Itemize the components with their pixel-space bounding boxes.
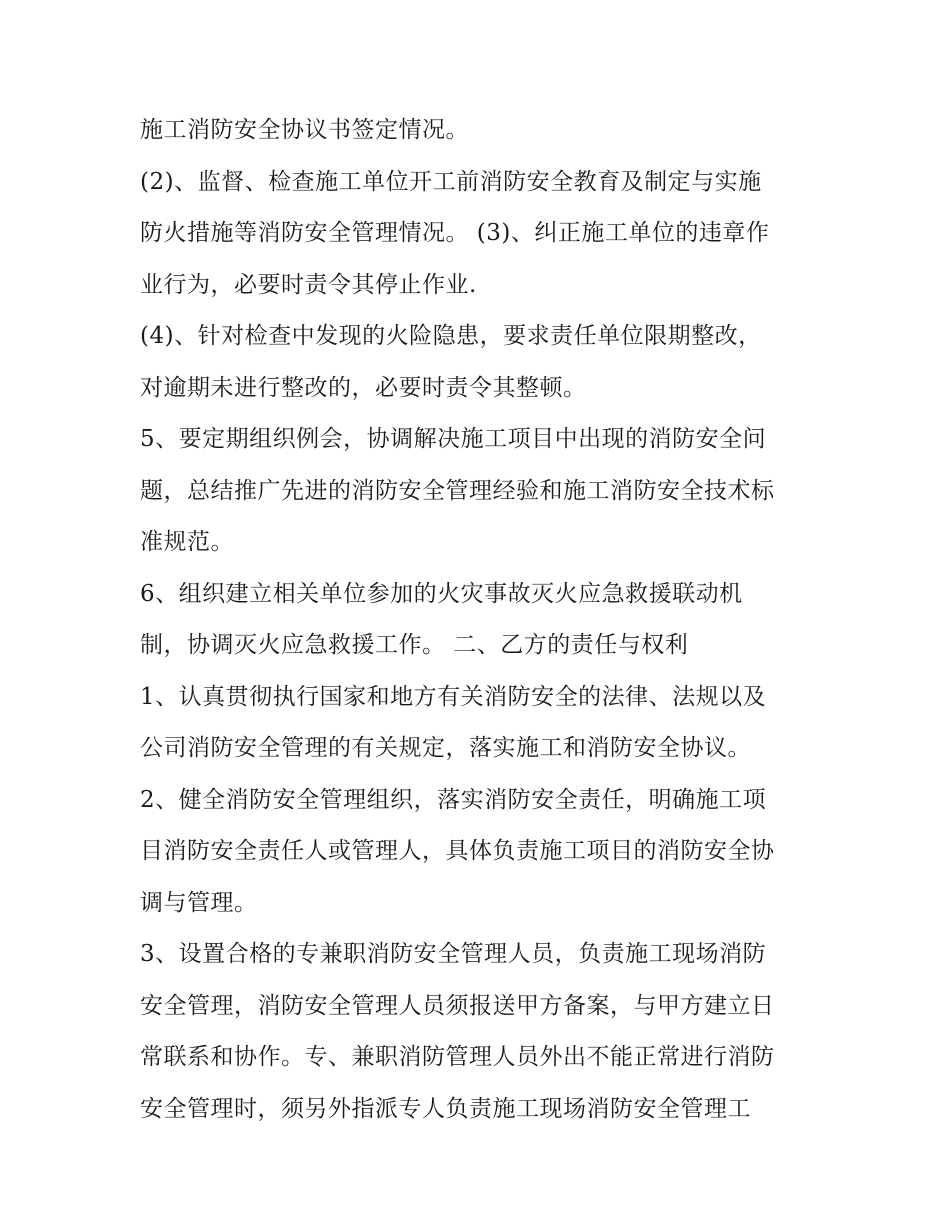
text-line-12: 1、认真贯彻执行国家和地方有关消防安全的法律、法规以及 bbox=[140, 683, 767, 710]
text-line-3: 防火措施等消防安全管理情况。 (3)、纠正施工单位的违章作 bbox=[140, 220, 770, 246]
text-line-6: 对逾期未进行整改的，必要时责令其整顿。 bbox=[140, 374, 587, 401]
text-line-13: 公司消防安全管理的有关规定，落实施工和消防安全协议。 bbox=[140, 735, 751, 761]
document-body bbox=[140, 105, 820, 1135]
text-line-1: 施工消防安全协议书签定情况。 bbox=[140, 117, 469, 143]
text-line-5: (4)、针对检查中发现的火险隐患，要求责任单位限期整改， bbox=[140, 323, 762, 349]
text-line-8: 题，总结推广先进的消防安全管理经验和施工消防安全技术标 bbox=[140, 477, 775, 504]
text-line-18: 安全管理，消防安全管理人员须报送甲方备案，与甲方建立日 bbox=[140, 992, 775, 1019]
text-line-17: 3、设置合格的专兼职消防安全管理人员，负责施工现场消防 bbox=[140, 941, 767, 967]
text-line-10: 6、组织建立相关单位参加的火灾事故灭火应急救援联动机 bbox=[140, 580, 743, 607]
text-line-7: 5、要定期组织例会，协调解决施工项目中出现的消防安全问 bbox=[140, 426, 767, 452]
text-line-14: 2、健全消防安全管理组织，落实消防安全责任，明确施工项 bbox=[140, 786, 767, 813]
text-line-20: 安全管理时，须另外指派专人负责施工现场消防安全管理工 bbox=[140, 1095, 751, 1122]
text-line-15: 目消防安全责任人或管理人，具体负责施工项目的消防安全协 bbox=[140, 838, 775, 864]
text-line-19: 常联系和协作。专、兼职消防管理人员外出不能正常进行消防 bbox=[140, 1044, 775, 1070]
text-line-2: (2)、监督、检查施工单位开工前消防安全教育及制定与实施 bbox=[140, 168, 762, 195]
text-line-11: 制，协调灭火应急救援工作。 二、乙方的责任与权利 bbox=[140, 632, 689, 658]
text-line-9: 准规范。 bbox=[140, 529, 234, 555]
text-line-4: 业行为，必要时责令其停止作业. bbox=[140, 271, 477, 298]
text-line-16: 调与管理。 bbox=[140, 889, 258, 916]
